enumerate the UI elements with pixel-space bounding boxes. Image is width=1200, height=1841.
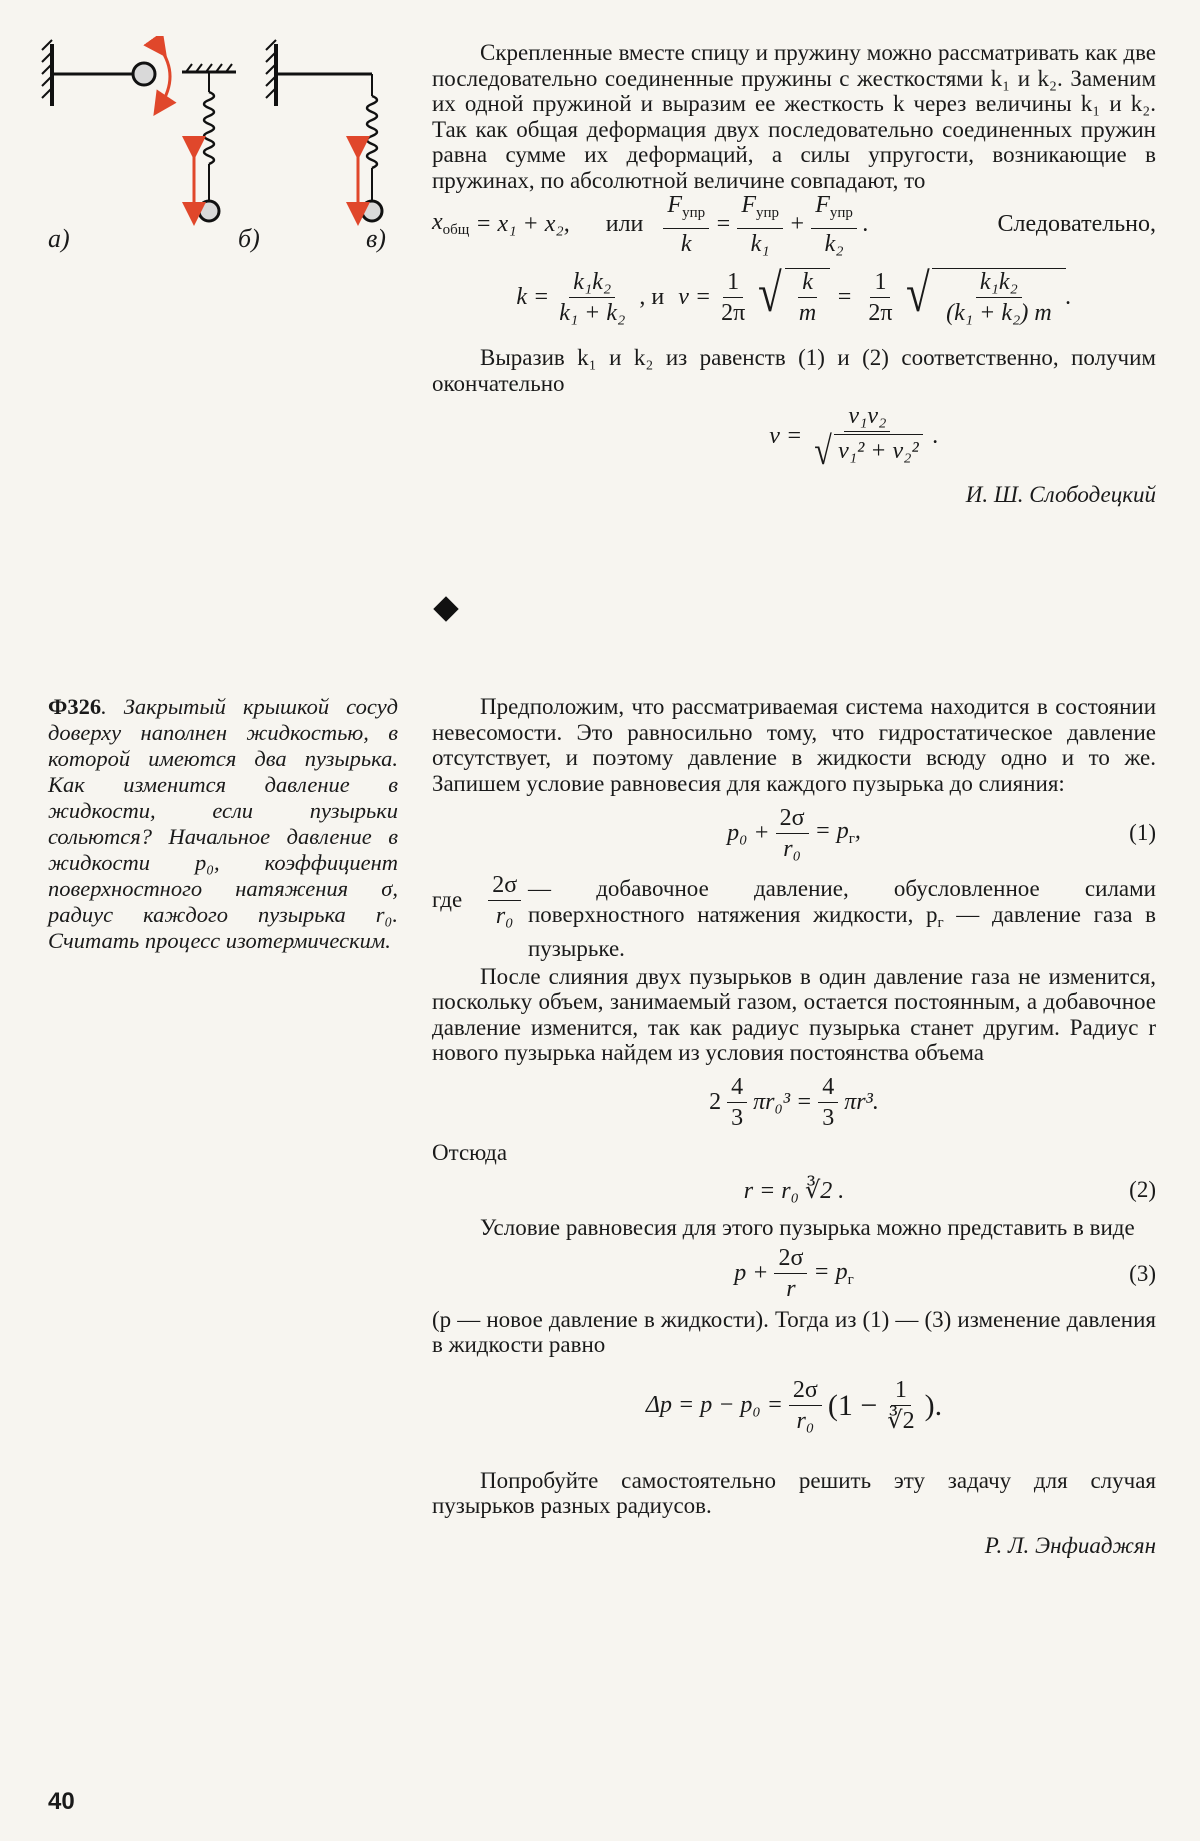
word-sledovatelno: Следовательно, — [997, 210, 1156, 237]
solution-part2 — [432, 694, 1156, 1559]
word-ili: или — [605, 210, 644, 237]
equation-k-and-nu: k = $\frac{\text{k₁k₂}}{\text{k₁ + k₂}}$ , и ν = $\frac{1}{2\pi}$ √ $\frac{k}{m}$ = $\frac{1}{2\pi}$ √ $\frac{\text{k₁k₂}}{\text{(k₁ + k₂) m}}$ . — [516, 263, 1072, 326]
figure-b — [182, 64, 236, 221]
figure-label-a: а) — [48, 224, 70, 253]
equation-delta-p: Δp = p − p₀ = $\frac{2\sigma}{\text{r₀}}$ (1 − $\frac{1}{∛2}$ ). — [645, 1377, 943, 1434]
part2-paragraph-5: Попробуйте самостоятельно решить эту задачу для случая пузырьков разных радиусов. — [432, 1467, 1156, 1518]
signature-enfiadzhyan: Р. Л. Энфиаджян — [984, 1532, 1156, 1558]
equation-final-nu: ν = ν₁ν₂ √ ν₁² + ν₂² . — [769, 402, 939, 473]
signature-slobodetsky: И. Ш. Слободецкий — [965, 482, 1156, 507]
problem-f326 — [48, 694, 398, 954]
section-separator-diamond — [433, 596, 458, 621]
problem-number: Ф326 — [48, 694, 102, 719]
solution-part1 — [432, 40, 1156, 508]
problem-text: . Закрытый крышкой сосуд доверху наполнен жидкостью, в которой имеются два пузырька. Как изменится давление в жидкости, если пузырьки сольются? Начальное давление в жидкости p₀, коэффициент поверхностного натяжения σ, радиус каждого пузырька r₀. Считать процесс изотермическим. — [48, 694, 398, 953]
equation-deformation: $x_{общ}$ = x₁ + x₂, или $\frac{F_{упр}}{k}$ = $\frac{F_{упр}}{\text{k₁}}$ + $\frac{F_{упр}}{\text{k₂}}$ . Следовательно, — [432, 191, 1156, 257]
sqrt-k1k2-over-sum: √ $\frac{\text{k₁k₂}}{\text{(k₁ + k₂) m}}$ — [903, 268, 1066, 326]
spring-figures — [40, 36, 440, 256]
frac-f-over-k2: $\frac{F_{упр}}{\text{k₂}}$ — [811, 192, 857, 257]
part2-paragraph-2: После слияния двух пузырьков в один давление газа не изменится, поскольку объем, занимаемый газом, остается постоянным, а добавочное давление изменится, так как радиус пузырька станет другим. Радиус r нового пузырька найдем из условия постоянства объема — [432, 963, 1156, 1065]
equation-number-1: (1) — [1129, 820, 1156, 845]
part2-paragraph-3: Условие равновесия для этого пузырька можно представить в виде — [480, 1215, 1135, 1240]
figure-label-b: б) — [238, 224, 260, 253]
part2-paragraph-1: Предположим, что рассматриваемая система находится в состоянии невесомости. Это равносильно тому, что гидростатическое давление отсутствует, и поэтому давление в жидкости всюду одно и то же. Запишем условие равновесия для каждого пузырька до слияния: — [432, 694, 1156, 796]
equation-1: p₀ + $\frac{2\sigma}{\text{r₀}}$ = $p_г$, (1) — [727, 804, 1156, 862]
word-otsyuda: Отсюда — [432, 1139, 508, 1165]
figure-c — [266, 40, 382, 221]
gde-line: где $\frac{2\sigma}{\text{r₀}}$ — [432, 870, 1156, 930]
part1-paragraph-1: Скрепленные вместе спицу и пружину можно рассматривать как две последовательно соединенные пружины с жесткостями k₁ и k₂. Заменим их одной пружиной и выразим ее жесткость k через величины k₁ и k₂. Так как общая деформация двух последовательно соединенных пружин равна сумме их деформаций, а силы упругости, возникающие в пружинах, по абсолютной величине совпадают, то — [432, 40, 1156, 193]
part1-paragraph-2: Выразив k₁ и k₂ из равенств (1) и (2) соответственно, получим окончательно — [432, 345, 1156, 396]
page-number: 40 — [48, 1788, 75, 1815]
eq-x-total: $x_{общ}$ — [432, 209, 470, 238]
figure-label-c: в) — [366, 224, 386, 253]
equation-number-3: (3) — [1129, 1260, 1156, 1286]
equation-2: r = r₀ ∛2 . (2) — [743, 1177, 1156, 1204]
equation-3: p + $\frac{2\sigma}{r}$ = $p_г$ (3) — [734, 1245, 1156, 1302]
equation-number-2: (2) — [1129, 1177, 1156, 1202]
frac-f-over-k: $\frac{F_{упр}}{k}$ — [663, 192, 709, 257]
frac-k1k2: $\frac{\text{k₁k₂}}{\text{k₁ + k₂}}$ — [559, 268, 626, 326]
gde-explanation: — добавочное давление, обусловленное силами поверхностного натяжения жидкости, $p_г$ — давление газа в пузырьке. — [528, 876, 1157, 961]
frac-f-over-k1: $\frac{F_{упр}}{\text{k₁}}$ — [737, 192, 783, 257]
sqrt-k-over-m: √ $\frac{k}{m}$ — [755, 268, 830, 326]
figure-a — [42, 40, 170, 106]
part2-paragraph-4: (p — новое давление в жидкости). Тогда из (1) — (3) изменение давления в жидкости равно — [432, 1306, 1156, 1357]
spring-diagram — [40, 36, 440, 256]
eq-x-sum: = x₁ + x₂, — [475, 210, 570, 237]
equation-volume: 2 $\frac{4}{3}$ πr₀³ = $\frac{4}{3}$ πr³. — [709, 1074, 879, 1131]
